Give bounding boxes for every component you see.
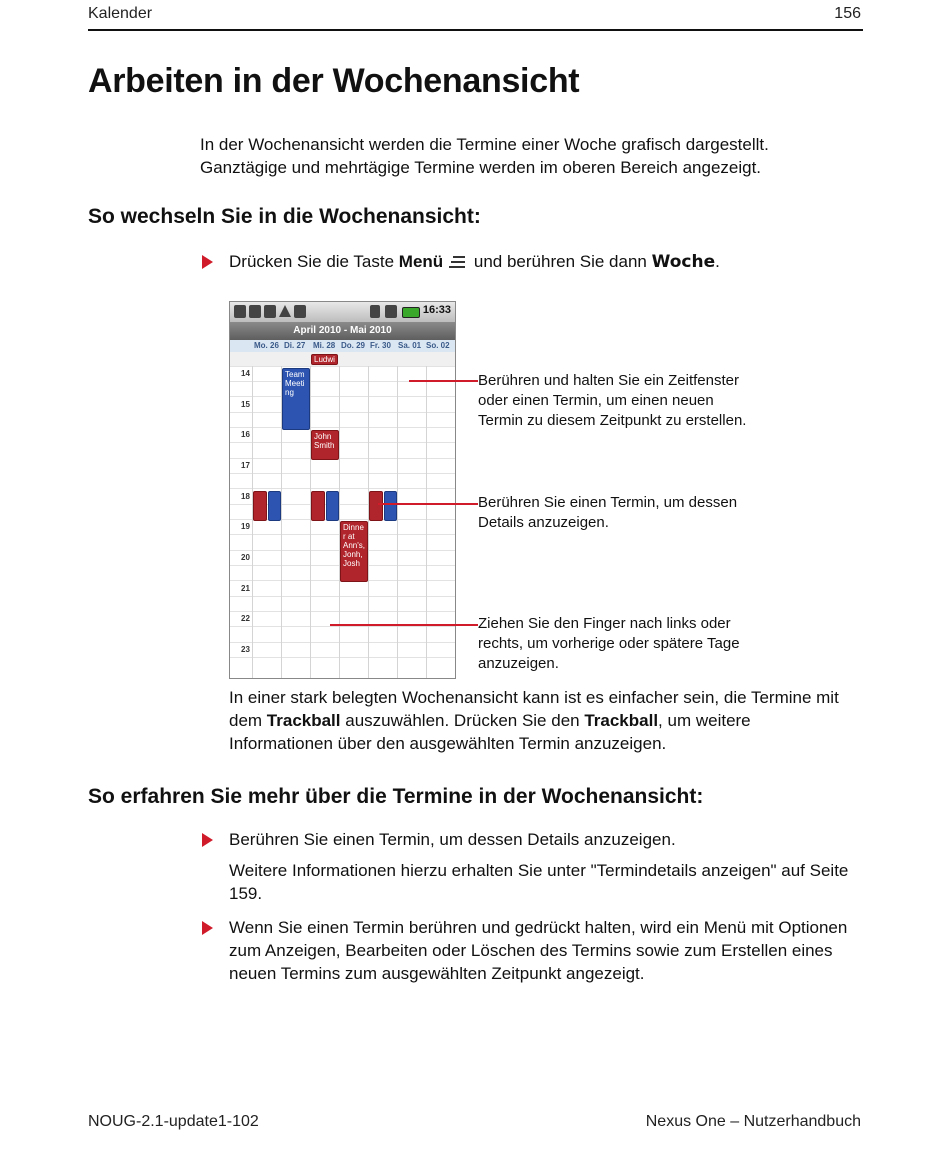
section-heading-more: So erfahren Sie mehr über die Termine in der Wochenansicht: — [88, 785, 704, 808]
day-label[interactable]: Sa. 01 — [398, 341, 422, 350]
page-number: 156 — [834, 5, 861, 22]
day-label[interactable]: Di. 27 — [284, 341, 306, 350]
bullet-touch-more: Weitere Informationen hierzu erhalten Sie unter "Termindetails anzeigen" auf Seite 159. — [229, 861, 849, 903]
menu-key-label: Menü — [398, 252, 444, 271]
callout-swipe: Ziehen Sie den Finger nach links oder rechts, um vorherige oder spätere Tage anzuzeigen. — [478, 615, 740, 672]
section-heading-switch: So wechseln Sie in die Wochenansicht: — [88, 205, 481, 228]
hour-label: 16 — [241, 430, 250, 439]
day-label[interactable]: So. 02 — [426, 341, 450, 350]
document-code: NOUG-2.1-update1-102 — [88, 1113, 259, 1130]
voicemail-icon — [234, 305, 246, 318]
trackball-term: Trackball — [584, 711, 659, 730]
menu-icon — [449, 256, 465, 270]
event-block[interactable] — [253, 491, 267, 521]
document-title: Nexus One – Nutzerhandbuch — [645, 1113, 861, 1130]
intro-line-2: Ganztägige und mehrtägige Termine werden im oberen Bereich angezeigt. — [200, 158, 762, 177]
day-label[interactable]: Do. 29 — [341, 341, 366, 350]
warning-icon — [279, 305, 291, 317]
hour-label: 18 — [241, 492, 250, 501]
event-block[interactable] — [268, 491, 281, 521]
trackball-term: Trackball — [266, 711, 341, 730]
event-block[interactable] — [384, 491, 397, 521]
all-day-area[interactable] — [230, 352, 455, 367]
all-day-event[interactable]: Ludwi — [311, 354, 338, 365]
bullet-long-press: Wenn Sie einen Termin berühren und gedrückt halten, wird ein Menü mit Optionen zum Anzeigen, Bearbeiten oder Löschen des Termins sowie zum Erstellen eines neuen Termins zum ausgewählten Zeitpunkt angezeigt. — [229, 918, 848, 983]
day-header-row — [230, 340, 455, 352]
signal-icon — [385, 305, 397, 318]
event-block[interactable] — [326, 491, 339, 521]
hour-label: 20 — [241, 553, 250, 562]
day-label[interactable]: Fr. 30 — [370, 341, 391, 350]
event-block[interactable] — [311, 491, 325, 521]
trackball-paragraph: In einer stark belegten Wochenansicht kann ist es einfacher sein, die Termine mit dem Trackball auszuwählen. Drücken Sie den Trackball, um weitere Informationen über den ausgewählten Termin anzuzeigen. — [229, 688, 839, 753]
hour-label: 23 — [241, 645, 250, 654]
hour-label: 14 — [241, 369, 250, 378]
battery-icon — [402, 307, 420, 318]
woche-label: Woche — [651, 252, 716, 272]
day-label[interactable]: Mi. 28 — [313, 341, 336, 350]
header-rule — [88, 29, 863, 31]
callout-line-3 — [330, 624, 478, 626]
week-view-screenshot — [229, 301, 456, 679]
notification-icon — [249, 305, 261, 318]
week-range-title: April 2010 - Mai 2010 — [230, 322, 455, 340]
callout-create: Berühren und halten Sie ein Zeitfenster oder einen Termin, um einen neuen Termin zu diesem Zeitpunkt zu erstellen. — [478, 372, 747, 429]
event-team-meeting[interactable]: Team Meeti ng — [282, 368, 310, 430]
callout-line-2 — [378, 503, 478, 505]
callout-details: Berühren Sie einen Termin, um dessen Details anzuzeigen. — [478, 494, 738, 531]
status-bar — [230, 302, 455, 322]
day-label[interactable]: Mo. 26 — [254, 341, 279, 350]
intro-line-1: In der Wochenansicht werden die Termine einer Woche grafisch dargestellt. — [200, 135, 769, 154]
bullet-touch-event: Berühren Sie einen Termin, um dessen Details anzuzeigen. — [229, 830, 676, 849]
bullet-arrow-icon — [202, 255, 213, 269]
event-dinner[interactable]: Dinne r at Ann's, Jonh, Josh — [340, 521, 368, 582]
status-time: 16:33 — [422, 304, 451, 316]
bullet-arrow-icon — [202, 833, 213, 847]
hour-label: 21 — [241, 584, 250, 593]
week-time-grid[interactable] — [230, 366, 455, 678]
calendar-icon — [264, 305, 276, 318]
running-header-section: Kalender — [88, 5, 153, 22]
callout-line-1 — [409, 380, 478, 382]
hour-label: 19 — [241, 522, 250, 531]
hour-label: 22 — [241, 614, 250, 623]
bullet-arrow-icon — [202, 921, 213, 935]
hour-label: 15 — [241, 400, 250, 409]
sim-icon — [370, 305, 380, 318]
event-john-smith[interactable]: John Smith — [311, 430, 339, 460]
hour-label: 17 — [241, 461, 250, 470]
intro-paragraph — [200, 133, 850, 179]
usb-icon — [294, 305, 306, 318]
page-title: Arbeiten in der Wochenansicht — [88, 62, 580, 100]
event-block[interactable] — [369, 491, 383, 521]
step-menu-woche: Drücken Sie die Taste Menü und berühren Sie dann Woche. — [229, 252, 720, 272]
